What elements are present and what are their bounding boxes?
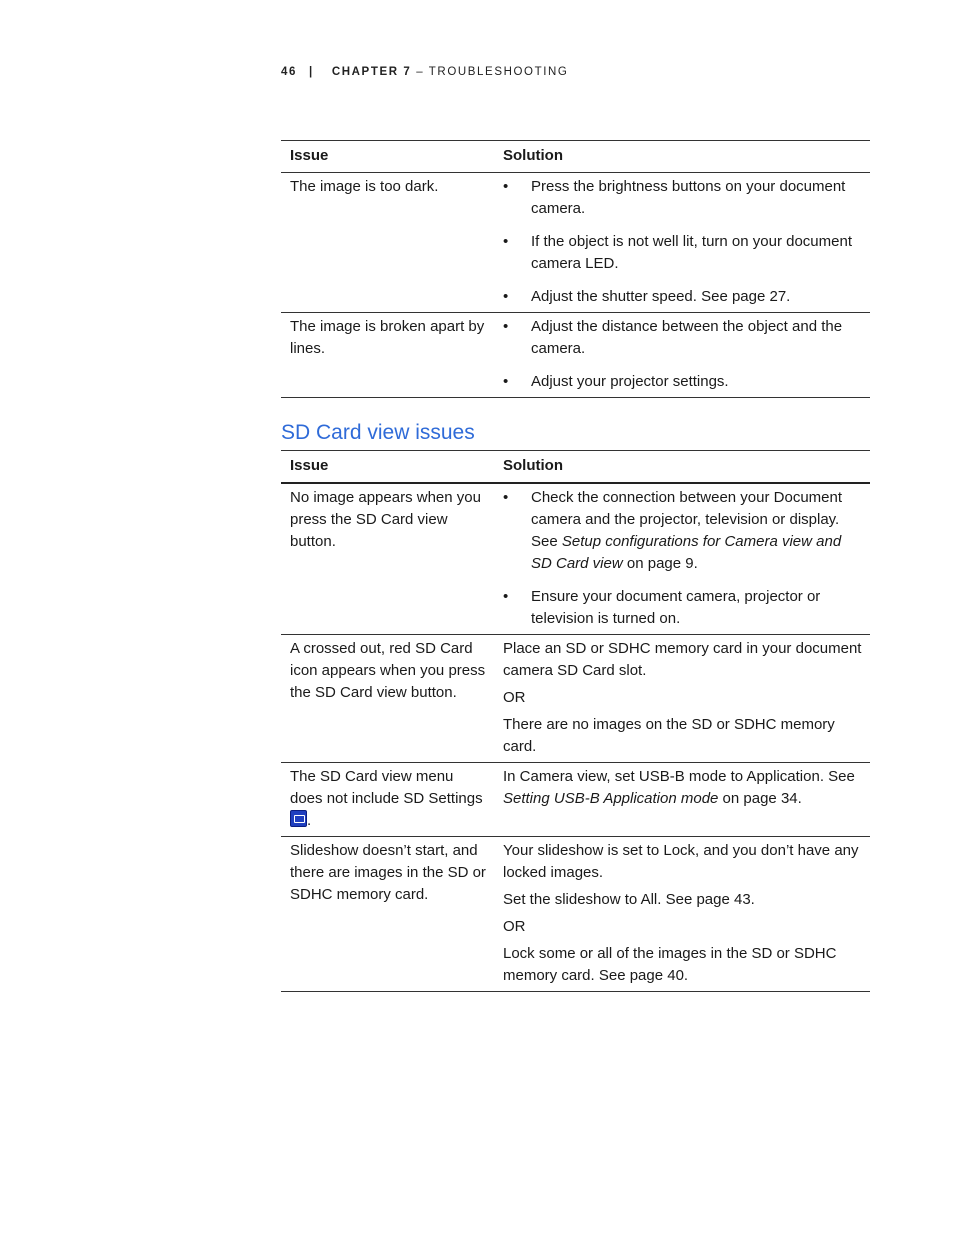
table-header-row: [281, 141, 870, 173]
list-item: • Adjust the shutter speed. See page 27.: [503, 286, 862, 308]
issue-cell: The image is too dark.: [290, 178, 439, 195]
solution-paragraph: Lock some or all of the images in the SD or SDHC memory card. See page 40.: [503, 945, 837, 984]
table-row: [281, 837, 870, 992]
cross-reference: Setup configurations for Camera view and SD Card view: [531, 533, 842, 572]
cross-reference: Setting USB-B Application mode: [503, 790, 719, 807]
header-separator: |: [309, 66, 314, 78]
table-row: [281, 313, 870, 398]
issue-cell: The image is broken apart by lines.: [290, 318, 485, 357]
solution-text: on page 34.: [718, 790, 802, 807]
solution-text: on page 9.: [622, 555, 698, 572]
solution-text: In Camera view, set USB-B mode to Application. See: [503, 768, 855, 785]
solution-paragraph: Place an SD or SDHC memory card in your document camera SD Card slot.: [503, 640, 862, 679]
solution-cell: [494, 313, 870, 398]
column-header-issue: Issue: [290, 457, 329, 474]
issue-cell: Slideshow doesn’t start, and there are images in the SD or SDHC memory card.: [290, 842, 486, 903]
solution-cell: [494, 173, 870, 313]
column-header-solution: Solution: [503, 457, 563, 474]
solution-paragraph: Your slideshow is set to Lock, and you don’t have any locked images.: [503, 842, 859, 881]
table-row: [281, 763, 870, 837]
issue-cell: A crossed out, red SD Card icon appears when you press the SD Card view button.: [290, 640, 486, 701]
issue-cell: [281, 763, 494, 837]
solution-list: [503, 487, 862, 630]
solution-cell: [494, 635, 870, 763]
solution-text: Check the connection between your Document camera and the projector, television or display. See: [531, 489, 843, 550]
solution-list: [503, 176, 862, 308]
sd-card-issues-table: [281, 450, 870, 992]
section-heading: SD Card view issues: [281, 421, 475, 444]
table-header-row: [281, 451, 870, 484]
column-header-issue: Issue: [290, 147, 329, 164]
table-row: [281, 635, 870, 763]
chapter-label: CHAPTER 7: [331, 66, 412, 78]
solution-cell: [494, 763, 870, 837]
image-issues-table: [281, 140, 870, 398]
solution-paragraph: There are no images on the SD or SDHC memory card.: [503, 716, 835, 755]
list-item: • Adjust the distance between the object and the camera.: [503, 316, 862, 360]
solution-paragraph: [503, 766, 862, 810]
issue-text: .: [307, 812, 312, 829]
sd-settings-icon: [290, 810, 307, 827]
chapter-title: TROUBLESHOOTING: [428, 66, 569, 78]
table-row: [281, 483, 870, 635]
list-item: [503, 487, 862, 575]
solution-cell: [494, 837, 870, 992]
column-header-solution: Solution: [503, 147, 563, 164]
header-dash: –: [416, 66, 425, 78]
table-row: [281, 173, 870, 313]
issue-text: The SD Card view menu does not include SD Settings: [290, 768, 483, 807]
solution-cell: [494, 483, 870, 635]
list-item: • Ensure your document camera, projector or television is turned on.: [503, 586, 862, 630]
solution-paragraph: Set the slideshow to All. See page 43.: [503, 891, 755, 908]
list-item: • Adjust your projector settings.: [503, 371, 862, 393]
page-number: 46: [281, 66, 297, 78]
or-separator: OR: [503, 918, 526, 935]
list-item: • Press the brightness buttons on your document camera.: [503, 176, 862, 220]
list-item: • If the object is not well lit, turn on your document camera LED.: [503, 231, 862, 275]
or-separator: OR: [503, 689, 526, 706]
solution-list: [503, 316, 862, 393]
running-header: [281, 66, 568, 78]
issue-cell: No image appears when you press the SD Card view button.: [290, 489, 481, 550]
